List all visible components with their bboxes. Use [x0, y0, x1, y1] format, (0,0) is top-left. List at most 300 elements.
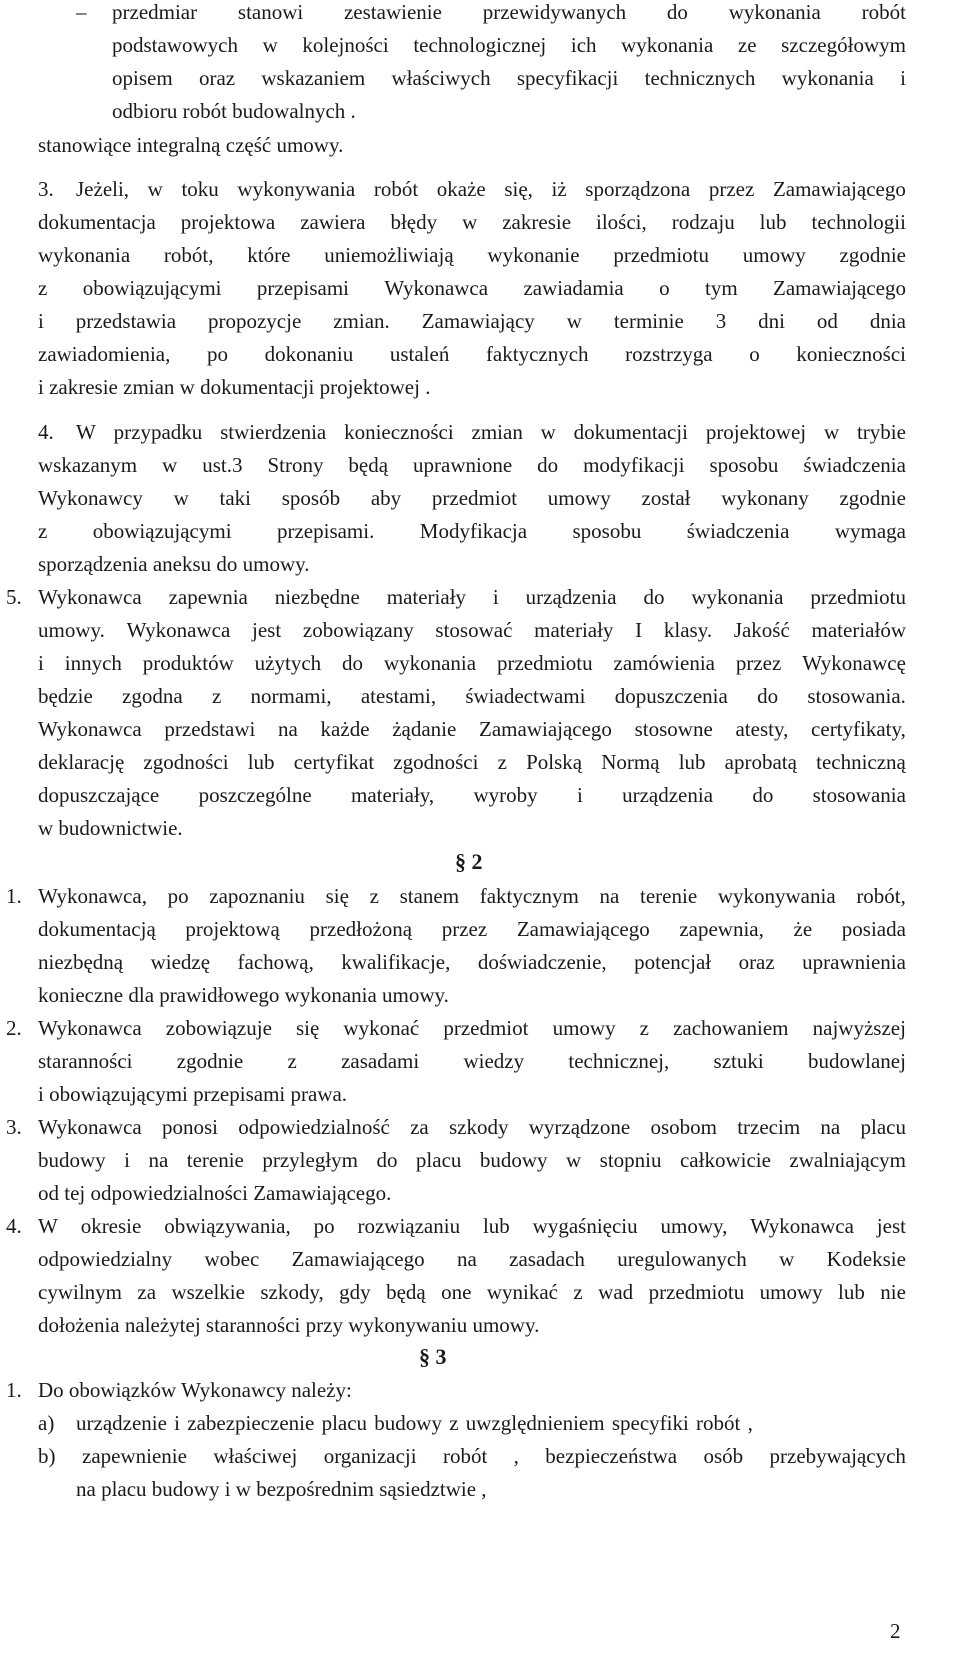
text-line: [112, 64, 906, 92]
word: technologii: [811, 210, 906, 234]
word: z: [369, 884, 379, 908]
word: lub: [678, 750, 706, 774]
word: Wykonawcę: [802, 651, 906, 675]
word: wyroby: [473, 783, 538, 807]
word: szkody: [448, 1115, 509, 1139]
word: sporządzona: [585, 177, 691, 201]
word: technologicznej: [413, 33, 547, 57]
word: zapewnienie: [82, 1444, 187, 1468]
word: do: [752, 783, 774, 807]
word: z: [497, 750, 507, 774]
word: budowy: [38, 1148, 106, 1172]
word: został: [641, 486, 691, 510]
word: terenie: [186, 1148, 244, 1172]
word: które: [247, 243, 291, 267]
word: zgodności: [393, 750, 479, 774]
word: zobowiązany: [302, 618, 414, 642]
word: do: [666, 0, 688, 24]
word: wiedzy: [463, 1049, 525, 1073]
word: produktów: [142, 651, 234, 675]
text-line: [38, 616, 906, 644]
text-line: [38, 1047, 906, 1075]
word: obowiązującymi: [92, 519, 232, 543]
word: lub: [838, 1280, 865, 1304]
word: urządzenia: [525, 585, 617, 609]
word: Wykonawca: [38, 1016, 142, 1040]
word: przewidywanych: [482, 0, 627, 24]
word: projektowej: [705, 420, 807, 444]
word: zgodnie: [839, 243, 906, 267]
word: umowy: [742, 243, 806, 267]
word: przedmiotu: [496, 651, 593, 675]
word: wymaga: [834, 519, 906, 543]
word: w: [462, 210, 478, 234]
word: osobom: [650, 1115, 717, 1139]
word: Wykonawca: [126, 618, 231, 642]
word: z: [573, 1280, 583, 1304]
text-line: [76, 418, 906, 446]
word: stanowi: [237, 0, 304, 24]
word: wykonywania: [237, 177, 356, 201]
word: materiały: [386, 585, 467, 609]
word: wykonany: [721, 486, 809, 510]
word: robót,: [856, 884, 906, 908]
word: osób: [703, 1444, 744, 1468]
section-heading: § 3: [419, 1344, 447, 1369]
word: po: [206, 342, 228, 366]
word: przedmiotu: [810, 585, 906, 609]
word: organizacji: [323, 1444, 417, 1468]
word: oraz: [198, 66, 236, 90]
word: dokonaniu: [264, 342, 354, 366]
word: okaże: [436, 177, 486, 201]
word: lub: [482, 1214, 510, 1238]
word: w: [262, 33, 278, 57]
word: aprobatą: [724, 750, 797, 774]
list-number: 5.: [6, 585, 22, 609]
word: Jeżeli,: [76, 177, 130, 201]
word: uprawnienia: [802, 950, 906, 974]
word: Wykonawca: [38, 1115, 142, 1139]
word: tym: [704, 276, 738, 300]
word: bezpieczeństwa: [545, 1444, 678, 1468]
word: wykonywania: [717, 884, 836, 908]
word: techniczną: [816, 750, 906, 774]
word: normami,: [250, 684, 332, 708]
text-line: [38, 649, 906, 677]
text-line: [38, 1113, 906, 1141]
word: Zamawiającego: [516, 917, 650, 941]
word: za: [410, 1115, 429, 1139]
word: lub: [247, 750, 275, 774]
text-line: [76, 175, 906, 203]
word: przypadku: [113, 420, 203, 444]
word: będzie: [38, 684, 93, 708]
word: dokumentacja: [38, 210, 156, 234]
word: wskazanym: [38, 453, 138, 477]
word: dnia: [869, 309, 906, 333]
word: technicznych: [644, 66, 756, 90]
word: taki: [219, 486, 252, 510]
word: wynikać: [486, 1280, 559, 1304]
word: stanem: [399, 884, 460, 908]
word: sztuki: [713, 1049, 764, 1073]
word: świadectwami: [465, 684, 586, 708]
text-line: [38, 882, 906, 910]
word: dni: [758, 309, 785, 333]
word: Strony: [267, 453, 324, 477]
word: w: [147, 177, 163, 201]
word: materiałów: [811, 618, 906, 642]
word: W: [38, 1214, 58, 1238]
word: zapewnia,: [679, 917, 764, 941]
word: stopniu: [599, 1148, 662, 1172]
word: wiedzę: [150, 950, 211, 974]
word: modyfikacji: [583, 453, 685, 477]
word: przedmiot: [443, 1016, 529, 1040]
word: wykonania: [621, 33, 714, 57]
word: błędy: [390, 210, 438, 234]
word: sposobu: [572, 519, 642, 543]
word: jest: [252, 618, 282, 642]
word: stwierdzenia: [220, 420, 327, 444]
word: wygaśnięciu: [532, 1214, 638, 1238]
word: klasy.: [663, 618, 713, 642]
word: 3: [715, 309, 727, 333]
word: przez: [735, 651, 782, 675]
word: wskazaniem: [261, 66, 366, 90]
list-number: 3.: [38, 177, 54, 201]
word: na: [820, 1115, 841, 1139]
word: przyległym: [262, 1148, 358, 1172]
word: i: [124, 1148, 130, 1172]
word: Zamawiającego: [291, 1247, 425, 1271]
word: przez: [708, 177, 755, 201]
word: staranności: [38, 1049, 133, 1073]
word: terminie: [613, 309, 684, 333]
word: zakresie: [502, 210, 572, 234]
word: Zamawiającego: [479, 717, 612, 741]
word: na: [456, 1247, 477, 1271]
word: umowy,: [660, 1214, 728, 1238]
text-line: [38, 484, 906, 512]
word: budowy: [479, 1148, 548, 1172]
word: z: [287, 1049, 297, 1073]
word: propozycje: [207, 309, 302, 333]
word: przepisami.: [276, 519, 375, 543]
word: zobowiązuje: [165, 1016, 272, 1040]
word: stosowne: [634, 717, 713, 741]
word: umowy: [759, 1280, 823, 1304]
list-number: 3.: [6, 1115, 22, 1139]
word: W: [76, 420, 96, 444]
word: lub: [759, 210, 787, 234]
word: faktycznym: [479, 884, 579, 908]
list-number: 1.: [6, 1378, 22, 1402]
text-line: w budownictwie.: [38, 816, 183, 840]
word: certyfikaty,: [811, 717, 906, 741]
word: projektowa: [180, 210, 276, 234]
dash-marker: –: [76, 0, 87, 24]
word: i: [38, 651, 44, 675]
word: właściwej: [213, 1444, 298, 1468]
word: zwalniającym: [789, 1148, 906, 1172]
word: w: [566, 309, 582, 333]
text-line: urządzenie i zabezpieczenie placu budowy z uwzględnieniem specyfiki robót ,: [76, 1411, 753, 1435]
word: specyfikacji: [516, 66, 619, 90]
word: wobec: [204, 1247, 260, 1271]
word: do: [643, 585, 665, 609]
word: wykonania: [781, 66, 874, 90]
word: deklarację: [38, 750, 125, 774]
word: rozwiązaniu: [357, 1214, 461, 1238]
word: robót: [373, 177, 419, 201]
word: wykonania: [728, 0, 821, 24]
word: kwalifikacje,: [341, 950, 451, 974]
word: zawiera: [300, 210, 366, 234]
word: opisem: [112, 66, 173, 90]
word: jest: [876, 1214, 906, 1238]
word: żądanie: [392, 717, 457, 741]
word: materiały: [534, 618, 614, 642]
word: zmian.: [333, 309, 390, 333]
word: w: [173, 486, 189, 510]
text-line: stanowiące integralną część umowy.: [38, 133, 344, 157]
text-line: [38, 1212, 906, 1240]
word: w: [823, 420, 840, 444]
word: terenie: [640, 884, 698, 908]
word: szkody,: [260, 1280, 324, 1304]
list-number: 4.: [6, 1214, 22, 1238]
word: konieczności: [796, 342, 906, 366]
word: Modyfikacja: [419, 519, 528, 543]
word: trybie: [856, 420, 906, 444]
section-heading: § 2: [455, 849, 483, 874]
word: i: [38, 309, 44, 333]
word: użytych: [254, 651, 322, 675]
text-line: sporządzenia aneksu do umowy.: [38, 552, 310, 576]
word: na: [278, 717, 298, 741]
text-line: [38, 340, 906, 368]
word: posiada: [841, 917, 906, 941]
word: innych: [64, 651, 122, 675]
word: rozstrzyga: [625, 342, 713, 366]
word: I: [635, 618, 643, 642]
word: dopuszczenia: [614, 684, 728, 708]
word: w: [566, 1148, 582, 1172]
text-line: [38, 781, 906, 809]
word: przedmiotu: [648, 1280, 745, 1304]
word: ich: [570, 33, 597, 57]
word: najwyższej: [812, 1016, 906, 1040]
word: i: [576, 783, 583, 807]
word: z: [211, 684, 222, 708]
word: w: [779, 1247, 795, 1271]
list-number: 4.: [38, 420, 54, 444]
word: zachowaniem: [673, 1016, 789, 1040]
word: okresie: [80, 1214, 142, 1238]
word: na: [148, 1148, 169, 1172]
word: zmian: [471, 420, 523, 444]
word: o: [659, 276, 670, 300]
text-line: na placu budowy i w bezpośrednim sąsiedztwie ,: [76, 1477, 487, 1501]
text-line: [38, 1014, 906, 1042]
text-line: [38, 1245, 906, 1273]
word: przebywających: [769, 1444, 906, 1468]
word: robót: [861, 0, 906, 24]
word: do: [342, 651, 364, 675]
word: na: [599, 884, 620, 908]
word: wyrządzone: [528, 1115, 631, 1139]
word: w: [540, 420, 556, 444]
word: niezbędną: [38, 950, 124, 974]
word: uregulowanych: [617, 1247, 747, 1271]
text-line: konieczne dla prawidłowego wykonania umowy.: [38, 983, 449, 1007]
word: dopuszczające: [38, 783, 160, 807]
word: Zamawiający: [421, 309, 535, 333]
text-line: i zakresie zmian w dokumentacji projektowej .: [38, 375, 431, 399]
text-line: [82, 1442, 906, 1470]
word: budowlanej: [807, 1049, 906, 1073]
word: w: [162, 453, 178, 477]
word: Wykonawca: [38, 585, 142, 609]
word: się: [325, 884, 349, 908]
text-line: [38, 274, 906, 302]
word: do: [376, 1148, 398, 1172]
text-line: dołożenia należytej staranności przy wykonywaniu umowy.: [38, 1313, 540, 1337]
word: z: [38, 519, 48, 543]
word: po: [167, 884, 189, 908]
word: ilości,: [596, 210, 647, 234]
text-line: [38, 208, 906, 236]
word: doświadczenie,: [477, 950, 607, 974]
word: uniemożliwiają: [324, 243, 454, 267]
text-line: od tej odpowiedzialności Zamawiającego.: [38, 1181, 392, 1205]
word: technicznej,: [568, 1049, 670, 1073]
word: zawiadomienia,: [38, 342, 171, 366]
word: poszczególne: [198, 783, 312, 807]
word: urządzenia: [622, 783, 714, 807]
word: certyfikat: [293, 750, 375, 774]
word: robót,: [163, 243, 214, 267]
word: placu: [415, 1148, 462, 1172]
word: całkowicie: [679, 1148, 771, 1172]
word: obowiązującymi: [82, 276, 222, 300]
word: niezbędne: [274, 585, 360, 609]
word: zestawienie: [343, 0, 442, 24]
word: zawiadamia: [523, 276, 624, 300]
word: ustaleń: [389, 342, 450, 366]
word: przedmiot: [431, 486, 518, 510]
word: zamówienia: [613, 651, 715, 675]
word: sposobu: [709, 453, 779, 477]
word: Wykonawca: [750, 1214, 854, 1238]
word: zasadami: [341, 1049, 420, 1073]
text-line: [38, 307, 906, 335]
word: podstawowych: [112, 33, 238, 57]
word: one: [441, 1280, 472, 1304]
word: kolejności: [302, 33, 389, 57]
text-line: [38, 583, 906, 611]
word: ponosi: [161, 1115, 218, 1139]
text-line: [38, 1278, 906, 1306]
word: trzecim: [737, 1115, 801, 1139]
word: wykonania: [691, 585, 784, 609]
word: Wykonawcy: [38, 486, 143, 510]
text-line: [38, 682, 906, 710]
word: umowy.: [38, 618, 105, 642]
word: Wykonawca: [384, 276, 489, 300]
word: wykonania: [383, 651, 477, 675]
word: i: [492, 585, 499, 609]
word: umowy: [547, 486, 611, 510]
text-line: [38, 451, 906, 479]
word: z: [639, 1016, 649, 1040]
word: oraz: [738, 950, 775, 974]
word: przedstawi: [164, 717, 256, 741]
word: wykonania: [38, 243, 131, 267]
word: po: [313, 1214, 335, 1238]
word: wszelkie: [171, 1280, 245, 1304]
word: za: [137, 1280, 157, 1304]
word: przedmiar: [112, 0, 198, 24]
word: gdy: [339, 1280, 371, 1304]
word: od: [816, 309, 838, 333]
word: umowy: [552, 1016, 616, 1040]
word: przepisami: [256, 276, 350, 300]
word: do: [757, 684, 779, 708]
text-line: [38, 517, 906, 545]
word: atestami,: [360, 684, 437, 708]
word: się,: [504, 177, 533, 201]
word: właściwych: [391, 66, 491, 90]
word: zgodnie: [176, 1049, 244, 1073]
word: zgodna: [122, 684, 183, 708]
word: aby: [370, 486, 402, 510]
word: fachową,: [237, 950, 314, 974]
word: przedmiotu: [613, 243, 709, 267]
word: zgodnie: [839, 486, 906, 510]
word: nie: [880, 1280, 906, 1304]
text-line: [112, 0, 906, 26]
word: Normą: [601, 750, 660, 774]
word: przez: [441, 917, 488, 941]
word: stosowania: [812, 783, 906, 807]
word: Kodeksie: [826, 1247, 906, 1271]
word: świadczenia: [803, 453, 906, 477]
text-line: [38, 748, 906, 776]
word: zgodności: [143, 750, 229, 774]
word: wykonanie: [487, 243, 580, 267]
word: toku: [181, 177, 219, 201]
word: i: [900, 66, 906, 90]
word: będą: [348, 453, 389, 477]
word: placu: [860, 1115, 906, 1139]
word: zapoznaniu: [209, 884, 305, 908]
list-marker: a): [38, 1411, 55, 1435]
word: robót: [442, 1444, 488, 1468]
word: odpowiedzialność: [238, 1115, 390, 1139]
text-line: i obowiązującymi przepisami prawa.: [38, 1082, 348, 1106]
word: Wykonawca: [38, 717, 142, 741]
word: o: [749, 342, 760, 366]
word: sposób: [281, 486, 341, 510]
word: uprawnione: [413, 453, 513, 477]
word: z: [38, 276, 48, 300]
word: że: [793, 917, 813, 941]
word: iż: [551, 177, 567, 201]
word: ze: [737, 33, 757, 57]
